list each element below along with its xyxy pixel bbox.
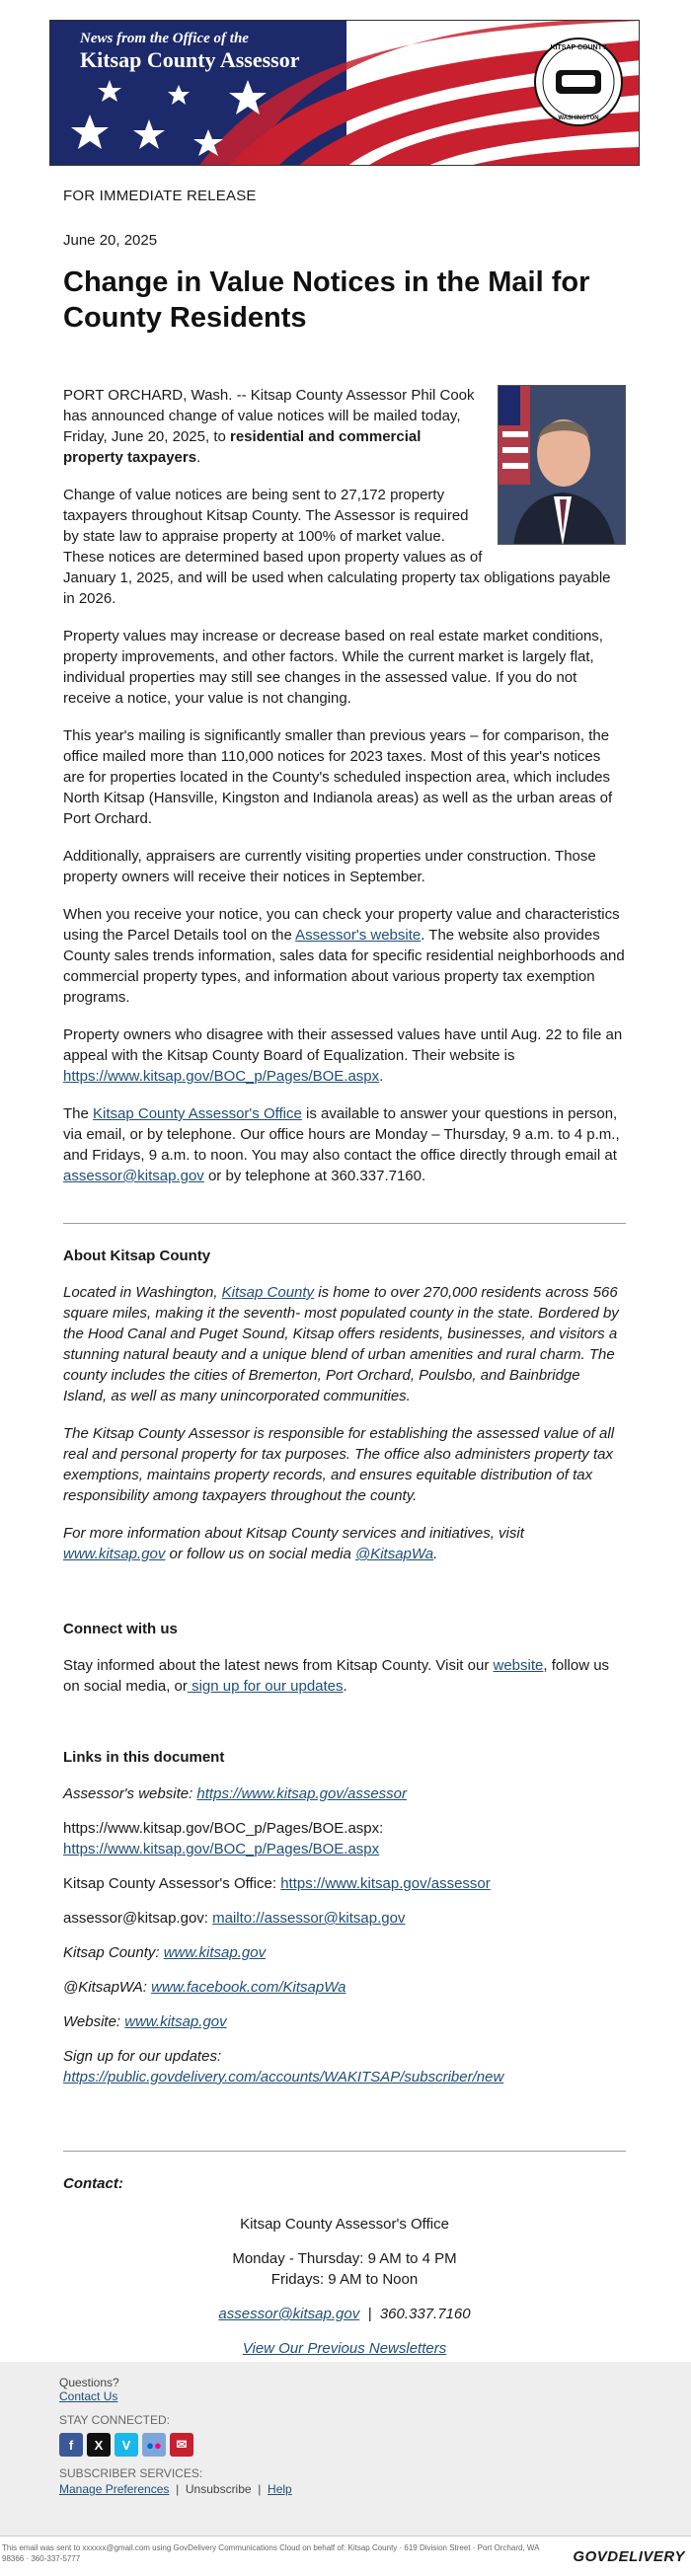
link-item-url[interactable]: www.facebook.com/KitsapWa [151, 1979, 346, 1996]
social-icons [59, 2433, 691, 2457]
headline: Change in Value Notices in the Mail for County Residents [63, 266, 590, 334]
seal-top-text: KITSAP COUNTY [550, 44, 607, 51]
paragraph-office [63, 1103, 626, 1186]
about-more-text-2: or follow us on social media [165, 1546, 355, 1562]
link-item-label: https://www.kitsap.gov/BOC_p/Pages/BOE.aspx: [63, 1820, 384, 1837]
email-icon[interactable]: ✉ [170, 2433, 193, 2457]
contact-line [63, 2304, 626, 2324]
appeal-end: . [379, 1068, 384, 1085]
link-item-url[interactable]: mailto://assessor@kitsap.gov [212, 1910, 406, 1927]
divider [63, 1223, 626, 1224]
contact-phone: 360.337.7160 [379, 2306, 471, 2322]
footer-sep-2: | [258, 2482, 262, 2496]
link-item-label: Sign up for our updates: [63, 2048, 222, 2065]
about-more-text: For more information about Kitsap County services and initiatives, visit [63, 1525, 524, 1542]
release-date: June 20, 2025 [63, 232, 158, 249]
assessor-website-link[interactable]: Assessor's website [295, 927, 422, 944]
intro-text: PORT ORCHARD, Wash. -- Kitsap County Assessor Phil Cook has announced change of value notices will be mailed today, Friday, June 20, 2025, to [63, 387, 475, 445]
divider-2 [63, 2151, 626, 2152]
release-label: FOR IMMEDIATE RELEASE [63, 188, 257, 204]
header-banner [49, 20, 640, 166]
about-heading: About Kitsap County [63, 1248, 211, 1264]
contact-us-link[interactable]: Contact Us [59, 2389, 118, 2403]
previous-newsletters-link[interactable]: View Our Previous Newsletters [242, 2340, 447, 2357]
contact-heading: Contact: [63, 2175, 123, 2192]
paragraph-check-value [63, 904, 626, 1008]
x-icon[interactable]: X [87, 2433, 111, 2457]
paragraph-values: Property values may increase or decrease based on real estate market conditions, property improvements, and other factors. While the current market is largely flat, individual properties may still see changes in the assessed value. If you do not receive a notice, your value is not changing. [63, 628, 603, 707]
questions-label: Questions? [59, 2376, 119, 2389]
banner-line2: Kitsap County Assessor [80, 47, 300, 72]
kitsap-gov-link[interactable]: www.kitsap.gov [63, 1546, 166, 1562]
subscriber-services-label: SUBSCRIBER SERVICES: [59, 2466, 203, 2480]
connect-text-2: , follow us on social media, or [63, 1657, 610, 1695]
county-seal-icon [535, 38, 622, 125]
unsubscribe-link[interactable]: Unsubscribe [185, 2482, 252, 2496]
footer-sep-1: | [176, 2482, 180, 2496]
banner-line1: News from the Office of the [80, 31, 249, 46]
link-item [63, 1783, 626, 1804]
govdelivery-logo: GOVDELIVERY [573, 2548, 685, 2565]
office-text-2: is available to answer your questions in person, via email, or by telephone. Our office hours are Monday – Thursday, 9 a.m. to 4 p.m., and Fridays, 9 a.m. to noon. You may also contact the office directly through email at [63, 1105, 620, 1164]
intro-bold-text: residential and commercial property taxpayers [63, 428, 422, 466]
link-item [63, 1942, 626, 1963]
paragraph-notices: Change of value notices are being sent to 27,172 property taxpayers throughout Kitsap County. The Assessor is required by state law to appraise property at 100% of market value. These notices are determined based upon property values as of January 1, 2025, and will be used when calculating property tax obligations payable in 2026. [63, 487, 611, 607]
appeal-text: Property owners who disagree with their assessed values have until Aug. 22 to file an appeal with the Kitsap County Board of Equalization. Their website is [63, 1026, 623, 1064]
link-item [63, 2011, 626, 2032]
about-paragraph-3 [63, 1523, 626, 1564]
kitsap-county-link[interactable]: Kitsap County [221, 1284, 315, 1301]
link-item [63, 1818, 626, 1859]
signup-link[interactable]: sign up for our updates [187, 1678, 344, 1695]
connect-text: Stay informed about the latest news from Kitsap County. Visit our [63, 1657, 494, 1674]
intro-end: . [196, 449, 201, 466]
contact-hours-2: Fridays: 9 AM to Noon [270, 2271, 419, 2288]
check-value-text: When you receive your notice, you can check your property value and characteristics using the Parcel Details tool on the [63, 906, 620, 944]
delivery-bar [0, 2536, 691, 2576]
contact-office: Kitsap County Assessor's Office [240, 2216, 449, 2233]
connect-end: . [343, 1678, 347, 1695]
manage-preferences-link[interactable]: Manage Preferences [59, 2482, 170, 2496]
link-item-label: Kitsap County: [63, 1944, 164, 1961]
main-content [63, 188, 626, 2359]
link-item-url[interactable]: https://www.kitsap.gov/BOC_p/Pages/BOE.aspx [63, 1841, 380, 1857]
links-list [63, 1783, 626, 2087]
link-item-url[interactable]: https://www.kitsap.gov/assessor [196, 1785, 408, 1802]
paragraph-appeal [63, 1024, 626, 1087]
assessor-office-link[interactable]: Kitsap County Assessor's Office [93, 1105, 302, 1122]
flickr-icon[interactable]: ● ● [142, 2433, 166, 2457]
link-item-url[interactable]: https://www.kitsap.gov/assessor [280, 1875, 491, 1892]
contact-email-link[interactable]: assessor@kitsap.gov [218, 2306, 360, 2322]
link-item-label: @KitsapWA: [63, 1979, 152, 1996]
about-text-2: is home to over 270,000 residents across 566 square miles, making it the seventh- most populated county in the state. Bordered by the Hood Canal and Puget Sound, Kitsap offers residents, businesses, and visitors a stunning natural beauty and a unique blend of urban amenities and rural charm. The county includes the cities of Bremerton, Port Orchard, Poulsbo, and Bainbridge Island, as well as many unincorporated communities. [63, 1284, 619, 1404]
link-item-url[interactable]: www.kitsap.gov [124, 2013, 227, 2030]
help-link[interactable]: Help [268, 2482, 292, 2496]
kitsapwa-link[interactable]: @KitsapWa [354, 1546, 434, 1562]
assessor-photo [498, 385, 626, 545]
delivery-text: This email was sent to xxxxxx@gmail.com using GovDelivery Communications Cloud on behalf of: Kitsap County · 619 Division Street · Port Orchard, WA 98366 · 360-337-5777 [2, 2543, 540, 2563]
govdelivery-footer [0, 2362, 691, 2536]
link-item-label: assessor@kitsap.gov: [63, 1910, 213, 1927]
link-item [63, 1873, 626, 1894]
links-heading: Links in this document [63, 1749, 225, 1766]
link-item [63, 1977, 626, 1998]
contact-hours-1: Monday - Thursday: 9 AM to 4 PM [232, 2250, 457, 2267]
link-item-label: Website: [63, 2013, 125, 2030]
facebook-icon[interactable]: f [59, 2433, 83, 2457]
check-value-text-2: . The website also provides County sales trends information, sales data for specific residential neighborhoods and commercial property types, and information about various property tax exemption programs. [63, 927, 625, 1006]
about-paragraph-1 [63, 1282, 626, 1406]
link-item-url[interactable]: https://public.govdelivery.com/accounts/WAKITSAP/subscriber/new [63, 2069, 504, 2085]
website-link[interactable]: website [493, 1657, 544, 1674]
about-text: Located in Washington, [63, 1284, 222, 1301]
contact-block [63, 2214, 626, 2359]
about-paragraph-2: The Kitsap County Assessor is responsible for establishing the assessed value of all real and personal property for tax purposes. The office also administers property tax exemptions, maintains property records, and ensures equitable distribution of tax responsibility among taxpayers throughout the county. [63, 1425, 615, 1504]
paragraph-appraisers: Additionally, appraisers are currently visiting properties under construction. Those property owners will receive their notices in September. [63, 848, 596, 885]
link-item-url[interactable]: www.kitsap.gov [163, 1944, 267, 1961]
office-text: The [63, 1105, 94, 1122]
link-item-label: Kitsap County Assessor's Office: [63, 1875, 281, 1892]
about-more-end: . [433, 1546, 438, 1562]
flag-banner-graphic [50, 21, 640, 166]
link-item [63, 1908, 626, 1929]
stay-connected-label: STAY CONNECTED: [59, 2413, 171, 2427]
vimeo-icon[interactable]: V [115, 2433, 138, 2457]
seal-bottom-text: WASHINGTON [558, 115, 599, 121]
paragraph-mailing: This year's mailing is significantly smaller than previous years – for comparison, the office mailed more than 110,000 notices for 2023 taxes. Most of this year's notices are for properties located in the County's scheduled inspection area, which includes North Kitsap (Hansville, Kingston and Indianola areas) as well as the urban areas of Port Orchard. [63, 727, 613, 827]
link-item-label: Assessor's website: [63, 1785, 197, 1802]
assessor-email-link[interactable]: assessor@kitsap.gov [63, 1168, 204, 1184]
contact-separator: | [367, 2306, 372, 2322]
boe-link[interactable]: https://www.kitsap.gov/BOC_p/Pages/BOE.aspx [63, 1068, 380, 1085]
office-text-3: or by telephone at 360.337.7160. [203, 1168, 426, 1184]
portrait-image [499, 386, 626, 545]
link-item [63, 2046, 626, 2087]
connect-paragraph [63, 1655, 626, 1697]
connect-heading: Connect with us [63, 1621, 178, 1637]
